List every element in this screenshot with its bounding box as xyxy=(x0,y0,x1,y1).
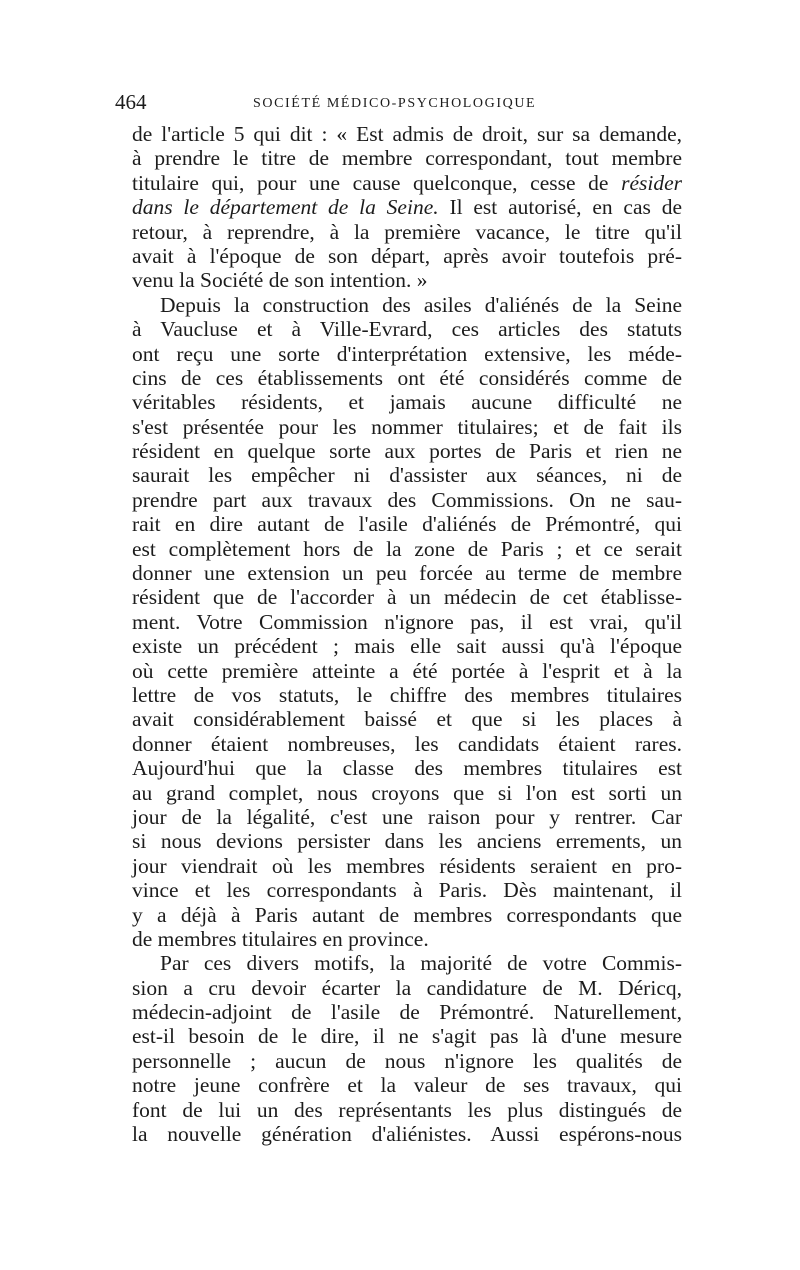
text-line: ment. Votre Commission n'ignore pas, il est vrai, qu'il xyxy=(132,609,682,634)
text-line: sion a cru devoir écarter la candidature de M. Déricq, xyxy=(132,975,682,1000)
text-line xyxy=(132,171,682,195)
text-line: à Vaucluse et à Ville-Evrard, ces articles des statuts xyxy=(132,317,682,342)
text-line: si nous devions persister dans les anciens errements, un xyxy=(132,829,682,854)
text-line: donner étaient nombreuses, les candidats étaient rares. xyxy=(132,731,682,756)
text-line: avait considérablement baissé et que si les places à xyxy=(132,707,682,732)
text-line: lettre de vos statuts, le chiffre des membres titulaires xyxy=(132,682,682,707)
running-head xyxy=(115,88,690,116)
text-line: saurait les empêcher ni d'assister aux séances, ni de xyxy=(132,463,682,488)
text-line: font de lui un des représentants les plus distingués de xyxy=(132,1097,682,1122)
text-line: retour, à reprendre, à la première vacance, le titre qu'il xyxy=(132,219,682,244)
text-line: prendre part aux travaux des Commissions. On ne sau- xyxy=(132,487,682,512)
text-line: est-il besoin de le dire, il ne s'agit pas là d'une mesure xyxy=(132,1024,682,1049)
text-line: donner une extension un peu forcée au terme de membre xyxy=(132,561,682,586)
body-text xyxy=(132,122,682,1146)
text-line: résident que de l'accorder à un médecin de cet établisse- xyxy=(132,585,682,610)
text-line: au grand complet, nous croyons que si l'on est sorti un xyxy=(132,780,682,805)
text-line: Depuis la construction des asiles d'aliénés de la Seine xyxy=(160,292,682,317)
running-title: SOCIÉTÉ MÉDICO-PSYCHOLOGIQUE xyxy=(253,96,537,111)
text-line: est complètement hors de la zone de Paris ; et ce serait xyxy=(132,536,682,561)
text-line: avait à l'époque de son départ, après avoir toutefois pré- xyxy=(132,243,682,268)
text-line: ont reçu une sorte d'interprétation extensive, les méde- xyxy=(132,341,682,366)
text-line: personnelle ; aucun de nous n'ignore les qualités de xyxy=(132,1048,682,1073)
text-line: de l'article 5 qui dit : « Est admis de droit, sur sa demande, xyxy=(132,122,682,146)
text-line xyxy=(132,195,682,219)
text-line: Par ces divers motifs, la majorité de votre Commis- xyxy=(160,951,682,976)
text-line: jour viendrait où les membres résidents seraient en pro- xyxy=(132,853,682,878)
text-line: à prendre le titre de membre correspondant, tout membre xyxy=(132,146,682,171)
text-line: y a déjà à Paris autant de membres correspondants que xyxy=(132,902,682,927)
text-line: médecin-adjoint de l'asile de Prémontré. Naturellement, xyxy=(132,1000,682,1025)
page-number: 464 xyxy=(115,90,147,114)
text-line: véritables résidents, et jamais aucune difficulté ne xyxy=(132,390,682,415)
text-segment: Il est autorisé, en cas de xyxy=(438,195,682,220)
text-segment: titulaire qui, pour une cause quelconque, cesse de xyxy=(132,170,622,195)
text-line: Aujourd'hui que la classe des membres titulaires est xyxy=(132,756,682,781)
text-line: la nouvelle génération d'aliénistes. Aussi espérons-nous xyxy=(132,1122,682,1147)
text-line: s'est présentée pour les nommer titulaires; et de fait ils xyxy=(132,414,682,439)
text-line: de membres titulaires en province. xyxy=(132,926,429,951)
text-line: cins de ces établissements ont été considérés comme de xyxy=(132,365,682,390)
text-line: notre jeune confrère et la valeur de ses travaux, qui xyxy=(132,1073,682,1098)
text-line: vince et les correspondants à Paris. Dès maintenant, il xyxy=(132,878,682,903)
text-line: rait en dire autant de l'asile d'aliénés de Prémontré, qui xyxy=(132,512,682,537)
text-line: jour de la légalité, c'est une raison pour y rentrer. Car xyxy=(132,804,682,829)
text-line: où cette première atteinte a été portée à l'esprit et à la xyxy=(132,658,682,683)
text-line: venu la Société de son intention. » xyxy=(132,268,428,293)
italic-segment: dans le département de la Seine. xyxy=(132,195,439,220)
text-line: existe un précédent ; mais elle sait aussi qu'à l'époque xyxy=(132,634,682,659)
text-line: résident en quelque sorte aux portes de Paris et rien ne xyxy=(132,439,682,464)
italic-segment: résider xyxy=(621,170,682,195)
